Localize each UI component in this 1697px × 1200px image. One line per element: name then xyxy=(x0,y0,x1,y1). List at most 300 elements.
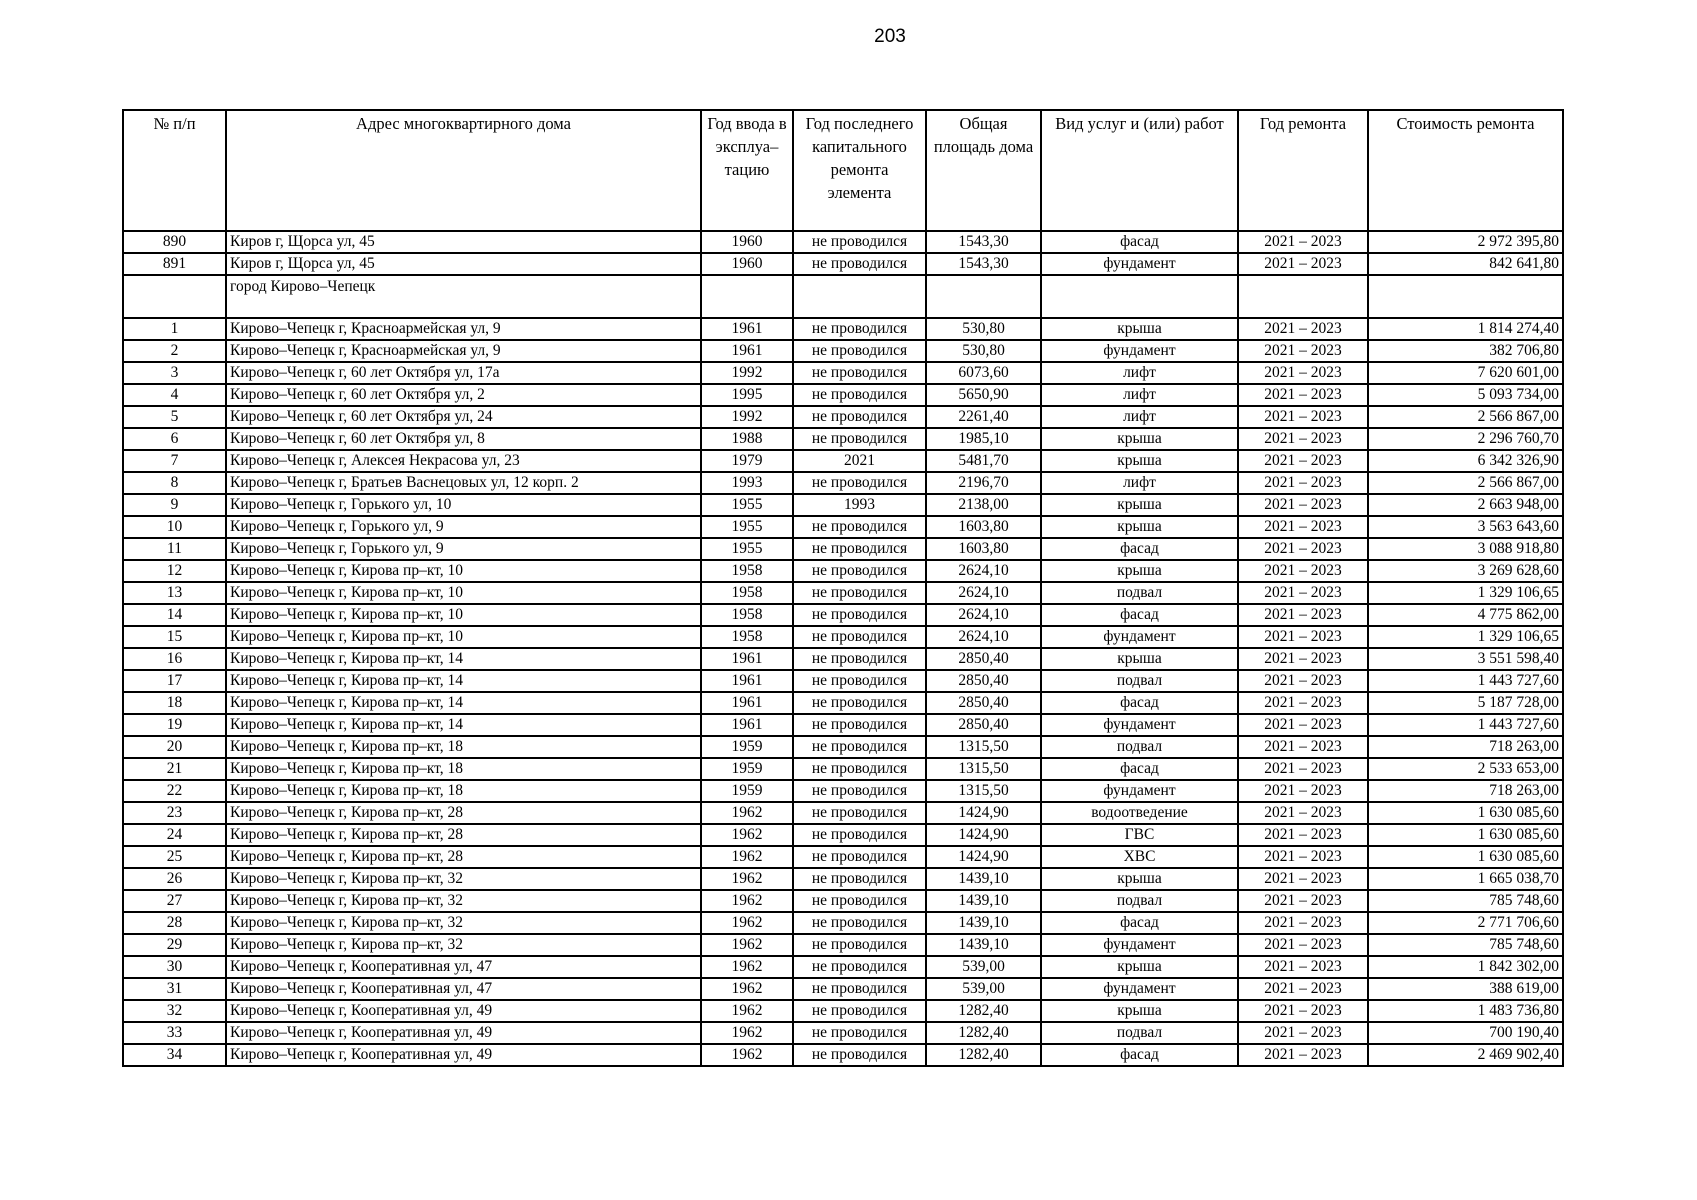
cell-address: Кирово–Чепецк г, Кирова пр–кт, 18 xyxy=(226,736,701,758)
cell-number: 31 xyxy=(123,978,226,1000)
cell-commission-year: 1958 xyxy=(701,604,793,626)
cell-commission-year: 1962 xyxy=(701,912,793,934)
cell-repair-cost: 2 469 902,40 xyxy=(1368,1044,1563,1066)
header-repair-cost: Стоимость ремонта xyxy=(1368,110,1563,231)
cell-work-type: крыша xyxy=(1041,560,1238,582)
cell-last-repair-year: не проводился xyxy=(793,1022,926,1044)
cell-repair-year: 2021 – 2023 xyxy=(1238,846,1368,868)
cell-last-repair-year: не проводился xyxy=(793,253,926,275)
cell-commission-year: 1993 xyxy=(701,472,793,494)
cell-repair-cost: 718 263,00 xyxy=(1368,780,1563,802)
cell-number: 15 xyxy=(123,626,226,648)
cell-number: 13 xyxy=(123,582,226,604)
cell-repair-year: 2021 – 2023 xyxy=(1238,692,1368,714)
cell-total-area: 2624,10 xyxy=(926,582,1041,604)
cell-address: Кирово–Чепецк г, Кирова пр–кт, 32 xyxy=(226,868,701,890)
cell-commission-year: 1962 xyxy=(701,890,793,912)
section-empty-cell xyxy=(701,275,793,318)
cell-repair-cost: 1 443 727,60 xyxy=(1368,714,1563,736)
cell-repair-cost: 3 551 598,40 xyxy=(1368,648,1563,670)
cell-repair-cost: 1 665 038,70 xyxy=(1368,868,1563,890)
cell-work-type: фундамент xyxy=(1041,934,1238,956)
cell-repair-year: 2021 – 2023 xyxy=(1238,890,1368,912)
cell-last-repair-year: не проводился xyxy=(793,670,926,692)
cell-total-area: 539,00 xyxy=(926,978,1041,1000)
cell-repair-year: 2021 – 2023 xyxy=(1238,626,1368,648)
cell-commission-year: 1962 xyxy=(701,978,793,1000)
cell-repair-year: 2021 – 2023 xyxy=(1238,824,1368,846)
cell-total-area: 1424,90 xyxy=(926,824,1041,846)
cell-address: Кирово–Чепецк г, Кооперативная ул, 47 xyxy=(226,956,701,978)
cell-address: Кирово–Чепецк г, Горького ул, 9 xyxy=(226,516,701,538)
cell-work-type: фундамент xyxy=(1041,340,1238,362)
cell-commission-year: 1961 xyxy=(701,714,793,736)
cell-repair-year: 2021 – 2023 xyxy=(1238,604,1368,626)
cell-commission-year: 1992 xyxy=(701,406,793,428)
cell-work-type: подвал xyxy=(1041,1022,1238,1044)
cell-commission-year: 1959 xyxy=(701,758,793,780)
table-row xyxy=(123,231,1563,253)
cell-work-type: фасад xyxy=(1041,1044,1238,1066)
header-number: № п/п xyxy=(123,110,226,231)
cell-repair-year: 2021 – 2023 xyxy=(1238,450,1368,472)
cell-address: Кирово–Чепецк г, Кирова пр–кт, 18 xyxy=(226,780,701,802)
cell-address: Киров г, Щорса ул, 45 xyxy=(226,253,701,275)
cell-work-type: крыша xyxy=(1041,516,1238,538)
cell-last-repair-year: не проводился xyxy=(793,1000,926,1022)
cell-address: Кирово–Чепецк г, Кооперативная ул, 49 xyxy=(226,1044,701,1066)
cell-total-area: 2850,40 xyxy=(926,670,1041,692)
cell-repair-cost: 1 842 302,00 xyxy=(1368,956,1563,978)
cell-total-area: 1543,30 xyxy=(926,231,1041,253)
cell-last-repair-year: не проводился xyxy=(793,362,926,384)
cell-repair-year: 2021 – 2023 xyxy=(1238,318,1368,340)
cell-total-area: 1603,80 xyxy=(926,538,1041,560)
cell-total-area: 5650,90 xyxy=(926,384,1041,406)
cell-last-repair-year: не проводился xyxy=(793,516,926,538)
cell-last-repair-year: 1993 xyxy=(793,494,926,516)
cell-repair-cost: 2 972 395,80 xyxy=(1368,231,1563,253)
cell-number: 34 xyxy=(123,1044,226,1066)
cell-work-type: подвал xyxy=(1041,736,1238,758)
cell-total-area: 2624,10 xyxy=(926,604,1041,626)
table-row xyxy=(123,560,1563,582)
cell-number: 19 xyxy=(123,714,226,736)
cell-last-repair-year: не проводился xyxy=(793,736,926,758)
cell-repair-cost: 842 641,80 xyxy=(1368,253,1563,275)
cell-work-type: лифт xyxy=(1041,362,1238,384)
cell-repair-cost: 1 630 085,60 xyxy=(1368,802,1563,824)
cell-repair-year: 2021 – 2023 xyxy=(1238,934,1368,956)
cell-last-repair-year: не проводился xyxy=(793,604,926,626)
cell-commission-year: 1959 xyxy=(701,780,793,802)
cell-repair-year: 2021 – 2023 xyxy=(1238,406,1368,428)
cell-repair-year: 2021 – 2023 xyxy=(1238,582,1368,604)
cell-address: Кирово–Чепецк г, Кирова пр–кт, 14 xyxy=(226,692,701,714)
cell-number: 17 xyxy=(123,670,226,692)
cell-work-type: фасад xyxy=(1041,692,1238,714)
cell-work-type: крыша xyxy=(1041,318,1238,340)
cell-repair-year: 2021 – 2023 xyxy=(1238,560,1368,582)
cell-total-area: 2624,10 xyxy=(926,560,1041,582)
cell-last-repair-year: не проводился xyxy=(793,231,926,253)
cell-total-area: 2850,40 xyxy=(926,692,1041,714)
cell-address: Кирово–Чепецк г, Кооперативная ул, 49 xyxy=(226,1000,701,1022)
cell-address: Кирово–Чепецк г, 60 лет Октября ул, 2 xyxy=(226,384,701,406)
cell-number: 2 xyxy=(123,340,226,362)
cell-repair-cost: 785 748,60 xyxy=(1368,890,1563,912)
cell-work-type: лифт xyxy=(1041,384,1238,406)
cell-number: 5 xyxy=(123,406,226,428)
cell-work-type: подвал xyxy=(1041,582,1238,604)
cell-last-repair-year: не проводился xyxy=(793,934,926,956)
cell-total-area: 1439,10 xyxy=(926,912,1041,934)
cell-repair-cost: 1 443 727,60 xyxy=(1368,670,1563,692)
cell-number: 12 xyxy=(123,560,226,582)
cell-repair-year: 2021 – 2023 xyxy=(1238,802,1368,824)
cell-total-area: 6073,60 xyxy=(926,362,1041,384)
cell-address: Кирово–Чепецк г, Братьев Васнецовых ул, 12 корп. 2 xyxy=(226,472,701,494)
table-row xyxy=(123,758,1563,780)
table-row xyxy=(123,824,1563,846)
cell-address: Кирово–Чепецк г, Кирова пр–кт, 10 xyxy=(226,604,701,626)
cell-last-repair-year: не проводился xyxy=(793,406,926,428)
cell-commission-year: 1988 xyxy=(701,428,793,450)
cell-number: 11 xyxy=(123,538,226,560)
cell-address: Кирово–Чепецк г, Кирова пр–кт, 14 xyxy=(226,648,701,670)
cell-work-type: фундамент xyxy=(1041,626,1238,648)
table-row xyxy=(123,714,1563,736)
cell-total-area: 1424,90 xyxy=(926,802,1041,824)
cell-repair-cost: 2 296 760,70 xyxy=(1368,428,1563,450)
cell-commission-year: 1961 xyxy=(701,340,793,362)
cell-repair-cost: 5 093 734,00 xyxy=(1368,384,1563,406)
cell-commission-year: 1955 xyxy=(701,494,793,516)
cell-total-area: 530,80 xyxy=(926,340,1041,362)
cell-repair-year: 2021 – 2023 xyxy=(1238,253,1368,275)
header-work-type: Вид услуг и (или) работ xyxy=(1041,110,1238,231)
cell-work-type: водоотведение xyxy=(1041,802,1238,824)
cell-number: 29 xyxy=(123,934,226,956)
cell-repair-year: 2021 – 2023 xyxy=(1238,231,1368,253)
cell-address: Кирово–Чепецк г, Кирова пр–кт, 14 xyxy=(226,670,701,692)
table-row xyxy=(123,604,1563,626)
table-row xyxy=(123,890,1563,912)
cell-work-type: ХВС xyxy=(1041,846,1238,868)
cell-repair-cost: 3 088 918,80 xyxy=(1368,538,1563,560)
cell-commission-year: 1959 xyxy=(701,736,793,758)
cell-work-type: фасад xyxy=(1041,231,1238,253)
cell-last-repair-year: не проводился xyxy=(793,978,926,1000)
section-empty-cell xyxy=(793,275,926,318)
cell-repair-year: 2021 – 2023 xyxy=(1238,758,1368,780)
cell-work-type: ГВС xyxy=(1041,824,1238,846)
cell-total-area: 1424,90 xyxy=(926,846,1041,868)
cell-repair-year: 2021 – 2023 xyxy=(1238,428,1368,450)
cell-last-repair-year: не проводился xyxy=(793,1044,926,1066)
cell-commission-year: 1955 xyxy=(701,538,793,560)
header-address: Адрес многоквартирного дома xyxy=(226,110,701,231)
cell-repair-year: 2021 – 2023 xyxy=(1238,670,1368,692)
cell-commission-year: 1962 xyxy=(701,1000,793,1022)
table-section xyxy=(123,275,1563,318)
cell-commission-year: 1961 xyxy=(701,318,793,340)
cell-repair-year: 2021 – 2023 xyxy=(1238,538,1368,560)
cell-number: 23 xyxy=(123,802,226,824)
header-last-repair-year: Год последнего капитального ремонта элемента xyxy=(793,110,926,231)
cell-repair-year: 2021 – 2023 xyxy=(1238,516,1368,538)
cell-address: Кирово–Чепецк г, Кирова пр–кт, 10 xyxy=(226,560,701,582)
table-row xyxy=(123,692,1563,714)
cell-last-repair-year: не проводился xyxy=(793,384,926,406)
cell-commission-year: 1958 xyxy=(701,560,793,582)
cell-work-type: фундамент xyxy=(1041,780,1238,802)
cell-last-repair-year: не проводился xyxy=(793,428,926,450)
cell-repair-cost: 1 814 274,40 xyxy=(1368,318,1563,340)
cell-commission-year: 1961 xyxy=(701,670,793,692)
cell-repair-year: 2021 – 2023 xyxy=(1238,978,1368,1000)
cell-number: 14 xyxy=(123,604,226,626)
table-row xyxy=(123,362,1563,384)
section-empty-cell xyxy=(1238,275,1368,318)
cell-commission-year: 1979 xyxy=(701,450,793,472)
cell-work-type: подвал xyxy=(1041,670,1238,692)
cell-repair-cost: 7 620 601,00 xyxy=(1368,362,1563,384)
cell-address: Кирово–Чепецк г, Кирова пр–кт, 32 xyxy=(226,934,701,956)
table-row xyxy=(123,428,1563,450)
cell-work-type: лифт xyxy=(1041,406,1238,428)
cell-work-type: фасад xyxy=(1041,758,1238,780)
section-empty-cell xyxy=(926,275,1041,318)
cell-repair-year: 2021 – 2023 xyxy=(1238,340,1368,362)
cell-total-area: 1439,10 xyxy=(926,890,1041,912)
cell-last-repair-year: не проводился xyxy=(793,692,926,714)
cell-repair-year: 2021 – 2023 xyxy=(1238,868,1368,890)
cell-commission-year: 1962 xyxy=(701,934,793,956)
cell-last-repair-year: не проводился xyxy=(793,758,926,780)
header-repair-year: Год ремонта xyxy=(1238,110,1368,231)
cell-commission-year: 1992 xyxy=(701,362,793,384)
cell-number: 890 xyxy=(123,231,226,253)
cell-last-repair-year: не проводился xyxy=(793,472,926,494)
cell-address: Кирово–Чепецк г, 60 лет Октября ул, 24 xyxy=(226,406,701,428)
page-number: 203 xyxy=(874,26,906,47)
cell-commission-year: 1958 xyxy=(701,626,793,648)
cell-number: 16 xyxy=(123,648,226,670)
cell-repair-cost: 1 329 106,65 xyxy=(1368,626,1563,648)
cell-total-area: 1439,10 xyxy=(926,934,1041,956)
cell-total-area: 1543,30 xyxy=(926,253,1041,275)
table-row xyxy=(123,780,1563,802)
cell-last-repair-year: не проводился xyxy=(793,648,926,670)
cell-address: Кирово–Чепецк г, Кирова пр–кт, 32 xyxy=(226,912,701,934)
table-row xyxy=(123,1022,1563,1044)
cell-total-area: 1603,80 xyxy=(926,516,1041,538)
cell-repair-year: 2021 – 2023 xyxy=(1238,912,1368,934)
cell-commission-year: 1962 xyxy=(701,824,793,846)
cell-total-area: 1315,50 xyxy=(926,736,1041,758)
table-row xyxy=(123,253,1563,275)
cell-commission-year: 1961 xyxy=(701,648,793,670)
table-body-main xyxy=(123,318,1563,1066)
cell-repair-year: 2021 – 2023 xyxy=(1238,956,1368,978)
table-row xyxy=(123,846,1563,868)
cell-work-type: крыша xyxy=(1041,450,1238,472)
header-row xyxy=(123,110,1563,231)
cell-total-area: 1439,10 xyxy=(926,868,1041,890)
cell-number: 3 xyxy=(123,362,226,384)
cell-total-area: 530,80 xyxy=(926,318,1041,340)
cell-address: Кирово–Чепецк г, Кирова пр–кт, 14 xyxy=(226,714,701,736)
cell-commission-year: 1958 xyxy=(701,582,793,604)
cell-work-type: крыша xyxy=(1041,956,1238,978)
cell-repair-year: 2021 – 2023 xyxy=(1238,714,1368,736)
cell-repair-cost: 700 190,40 xyxy=(1368,1022,1563,1044)
cell-work-type: фасад xyxy=(1041,538,1238,560)
repair-register-table xyxy=(122,109,1564,1067)
table-row xyxy=(123,340,1563,362)
cell-repair-year: 2021 – 2023 xyxy=(1238,1044,1368,1066)
cell-last-repair-year: не проводился xyxy=(793,956,926,978)
table-row xyxy=(123,670,1563,692)
cell-repair-cost: 5 187 728,00 xyxy=(1368,692,1563,714)
cell-last-repair-year: не проводился xyxy=(793,626,926,648)
cell-address: Кирово–Чепецк г, Кирова пр–кт, 28 xyxy=(226,802,701,824)
cell-last-repair-year: 2021 xyxy=(793,450,926,472)
cell-repair-cost: 6 342 326,90 xyxy=(1368,450,1563,472)
table-row xyxy=(123,1000,1563,1022)
cell-total-area: 2261,40 xyxy=(926,406,1041,428)
cell-number: 33 xyxy=(123,1022,226,1044)
cell-number: 27 xyxy=(123,890,226,912)
cell-last-repair-year: не проводился xyxy=(793,318,926,340)
cell-commission-year: 1962 xyxy=(701,1022,793,1044)
cell-number: 8 xyxy=(123,472,226,494)
cell-repair-cost: 388 619,00 xyxy=(1368,978,1563,1000)
cell-work-type: лифт xyxy=(1041,472,1238,494)
cell-number: 10 xyxy=(123,516,226,538)
section-empty-cell xyxy=(1041,275,1238,318)
section-row xyxy=(123,275,1563,318)
cell-repair-cost: 1 329 106,65 xyxy=(1368,582,1563,604)
cell-number: 28 xyxy=(123,912,226,934)
cell-commission-year: 1955 xyxy=(701,516,793,538)
cell-address: Киров г, Щорса ул, 45 xyxy=(226,231,701,253)
table-row xyxy=(123,868,1563,890)
cell-address: Кирово–Чепецк г, Кирова пр–кт, 32 xyxy=(226,890,701,912)
table-row xyxy=(123,384,1563,406)
cell-address: Кирово–Чепецк г, Кооперативная ул, 49 xyxy=(226,1022,701,1044)
cell-repair-year: 2021 – 2023 xyxy=(1238,384,1368,406)
table-row xyxy=(123,934,1563,956)
cell-total-area: 1315,50 xyxy=(926,758,1041,780)
cell-last-repair-year: не проводился xyxy=(793,846,926,868)
cell-commission-year: 1960 xyxy=(701,231,793,253)
cell-work-type: крыша xyxy=(1041,648,1238,670)
cell-last-repair-year: не проводился xyxy=(793,714,926,736)
cell-repair-cost: 2 771 706,60 xyxy=(1368,912,1563,934)
cell-repair-cost: 718 263,00 xyxy=(1368,736,1563,758)
cell-repair-year: 2021 – 2023 xyxy=(1238,494,1368,516)
cell-address: Кирово–Чепецк г, 60 лет Октября ул, 17а xyxy=(226,362,701,384)
cell-address: Кирово–Чепецк г, Красноармейская ул, 9 xyxy=(226,340,701,362)
cell-repair-cost: 1 483 736,80 xyxy=(1368,1000,1563,1022)
cell-number: 18 xyxy=(123,692,226,714)
cell-work-type: крыша xyxy=(1041,868,1238,890)
cell-number: 32 xyxy=(123,1000,226,1022)
cell-address: Кирово–Чепецк г, Кирова пр–кт, 10 xyxy=(226,626,701,648)
cell-work-type: крыша xyxy=(1041,1000,1238,1022)
cell-last-repair-year: не проводился xyxy=(793,340,926,362)
section-empty-cell xyxy=(1368,275,1563,318)
cell-total-area: 2138,00 xyxy=(926,494,1041,516)
cell-address: Кирово–Чепецк г, Кирова пр–кт, 18 xyxy=(226,758,701,780)
table-row xyxy=(123,472,1563,494)
cell-number: 4 xyxy=(123,384,226,406)
cell-address: Кирово–Чепецк г, Красноармейская ул, 9 xyxy=(226,318,701,340)
table-row xyxy=(123,736,1563,758)
cell-commission-year: 1962 xyxy=(701,802,793,824)
table-row xyxy=(123,582,1563,604)
cell-number: 7 xyxy=(123,450,226,472)
cell-commission-year: 1961 xyxy=(701,692,793,714)
cell-repair-cost: 2 566 867,00 xyxy=(1368,472,1563,494)
table-row xyxy=(123,912,1563,934)
cell-address: Кирово–Чепецк г, Горького ул, 9 xyxy=(226,538,701,560)
cell-total-area: 1282,40 xyxy=(926,1044,1041,1066)
cell-address: Кирово–Чепецк г, Алексея Некрасова ул, 23 xyxy=(226,450,701,472)
cell-last-repair-year: не проводился xyxy=(793,824,926,846)
cell-address: Кирово–Чепецк г, Кирова пр–кт, 10 xyxy=(226,582,701,604)
table-row xyxy=(123,956,1563,978)
cell-total-area: 1985,10 xyxy=(926,428,1041,450)
cell-total-area: 5481,70 xyxy=(926,450,1041,472)
cell-commission-year: 1962 xyxy=(701,868,793,890)
cell-work-type: фундамент xyxy=(1041,978,1238,1000)
section-number-cell xyxy=(123,275,226,318)
cell-number: 30 xyxy=(123,956,226,978)
cell-total-area: 2850,40 xyxy=(926,714,1041,736)
cell-number: 26 xyxy=(123,868,226,890)
table-row xyxy=(123,978,1563,1000)
cell-repair-cost: 3 269 628,60 xyxy=(1368,560,1563,582)
cell-work-type: фасад xyxy=(1041,912,1238,934)
cell-number: 21 xyxy=(123,758,226,780)
cell-number: 9 xyxy=(123,494,226,516)
table-row xyxy=(123,406,1563,428)
cell-repair-year: 2021 – 2023 xyxy=(1238,472,1368,494)
table-row xyxy=(123,516,1563,538)
cell-total-area: 2624,10 xyxy=(926,626,1041,648)
cell-commission-year: 1962 xyxy=(701,1044,793,1066)
cell-commission-year: 1962 xyxy=(701,846,793,868)
cell-repair-cost: 2 663 948,00 xyxy=(1368,494,1563,516)
cell-repair-cost: 1 630 085,60 xyxy=(1368,846,1563,868)
table-row xyxy=(123,318,1563,340)
cell-last-repair-year: не проводился xyxy=(793,538,926,560)
table-body-top xyxy=(123,231,1563,275)
table-row xyxy=(123,1044,1563,1066)
cell-number: 25 xyxy=(123,846,226,868)
cell-repair-cost: 4 775 862,00 xyxy=(1368,604,1563,626)
cell-total-area: 539,00 xyxy=(926,956,1041,978)
cell-total-area: 1315,50 xyxy=(926,780,1041,802)
cell-repair-cost: 785 748,60 xyxy=(1368,934,1563,956)
cell-repair-cost: 2 533 653,00 xyxy=(1368,758,1563,780)
table-row xyxy=(123,538,1563,560)
cell-number: 891 xyxy=(123,253,226,275)
table-row xyxy=(123,648,1563,670)
